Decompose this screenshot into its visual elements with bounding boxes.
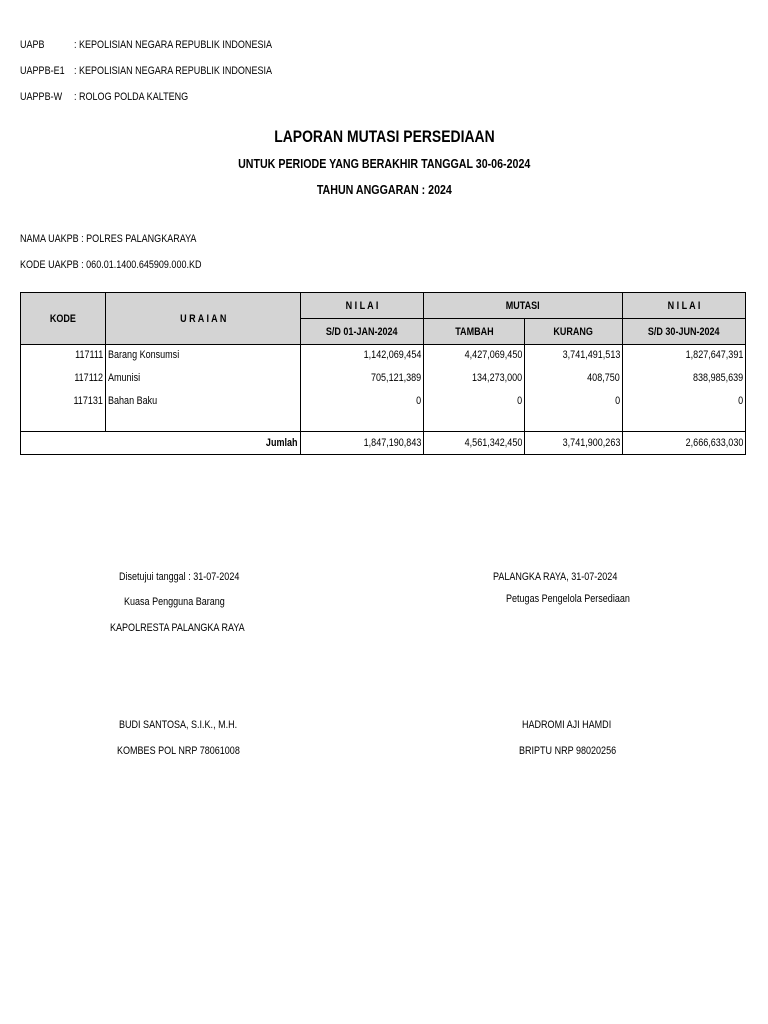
- cell-awal: 1,142,069,454: [301, 345, 424, 366]
- uakpb-name: NAMA UAKPB : POLRES PALANGKARAYA: [20, 233, 197, 245]
- header-nilai-awal: S/D 01-JAN-2024: [301, 319, 424, 345]
- header-label: UAPPB-E1: [20, 65, 65, 77]
- cell-kode: 117131: [21, 391, 106, 411]
- right-sign-role: Petugas Pengelola Persediaan: [506, 593, 630, 605]
- table-spacer-row: [21, 411, 746, 432]
- cell-kode: 117112: [21, 365, 106, 391]
- left-sign-date: Disetujui tanggal : 31-07-2024: [119, 571, 240, 583]
- right-sign-nrp: BRIPTU NRP 98020256: [519, 745, 617, 757]
- report-year: TAHUN ANGGARAN : 2024: [316, 182, 452, 197]
- cell-tambah: 134,273,000: [424, 365, 525, 391]
- total-label: Jumlah: [21, 432, 301, 455]
- cell-akhir: 1,827,647,391: [623, 345, 746, 366]
- cell-akhir: 0: [623, 391, 746, 411]
- table-row: [21, 345, 746, 366]
- header-kurang: KURANG: [525, 319, 623, 345]
- header-label: UAPPB-W: [20, 91, 63, 103]
- report-title: LAPORAN MUTASI PERSEDIAAN: [273, 127, 495, 146]
- report-period: UNTUK PERIODE YANG BERAKHIR TANGGAL 30-06-2024: [237, 156, 531, 171]
- table-row: [21, 365, 746, 391]
- header-value: : ROLOG POLDA KALTENG: [74, 91, 189, 103]
- cell-uraian: Bahan Baku: [106, 391, 301, 411]
- right-sign-date: PALANGKA RAYA, 31-07-2024: [493, 571, 618, 583]
- header-value: : KEPOLISIAN NEGARA REPUBLIK INDONESIA: [74, 39, 273, 51]
- header-value: : KEPOLISIAN NEGARA REPUBLIK INDONESIA: [74, 65, 273, 77]
- total-kurang: 3,741,900,263: [525, 432, 623, 455]
- header-mutasi: MUTASI: [424, 293, 623, 319]
- cell-uraian: Barang Konsumsi: [106, 345, 301, 366]
- header-tambah: TAMBAH: [424, 319, 525, 345]
- cell-uraian: Amunisi: [106, 365, 301, 391]
- mutation-table: [20, 292, 746, 455]
- total-akhir: 2,666,633,030: [623, 432, 746, 455]
- cell-kurang: 0: [525, 391, 623, 411]
- cell-kurang: 3,741,491,513: [525, 345, 623, 366]
- cell-awal: 705,121,389: [301, 365, 424, 391]
- header-kode: KODE: [21, 293, 106, 345]
- cell-akhir: 838,985,639: [623, 365, 746, 391]
- cell-tambah: 4,427,069,450: [424, 345, 525, 366]
- header-uraian: U R A I A N: [106, 293, 301, 345]
- header-nilai-awal-top: N I L A I: [301, 293, 424, 319]
- cell-tambah: 0: [424, 391, 525, 411]
- left-sign-name: BUDI SANTOSA, S.I.K., M.H.: [119, 719, 238, 731]
- total-awal: 1,847,190,843: [301, 432, 424, 455]
- left-sign-office: KAPOLRESTA PALANGKA RAYA: [110, 622, 245, 634]
- header-label: UAPB: [20, 39, 45, 51]
- table-header-row: [21, 293, 746, 319]
- cell-awal: 0: [301, 391, 424, 411]
- left-sign-nrp: KOMBES POL NRP 78061008: [117, 745, 240, 757]
- left-sign-role: Kuasa Pengguna Barang: [124, 596, 225, 608]
- cell-kurang: 408,750: [525, 365, 623, 391]
- uakpb-code: KODE UAKPB : 060.01.1400.645909.000.KD: [20, 259, 202, 271]
- right-sign-name: HADROMI AJI HAMDI: [522, 719, 612, 731]
- header-nilai-akhir-top: N I L A I: [623, 293, 746, 319]
- table-total-row: [21, 432, 746, 455]
- total-tambah: 4,561,342,450: [424, 432, 525, 455]
- header-nilai-akhir: S/D 30-JUN-2024: [623, 319, 746, 345]
- cell-kode: 117111: [21, 345, 106, 366]
- table-row: [21, 391, 746, 411]
